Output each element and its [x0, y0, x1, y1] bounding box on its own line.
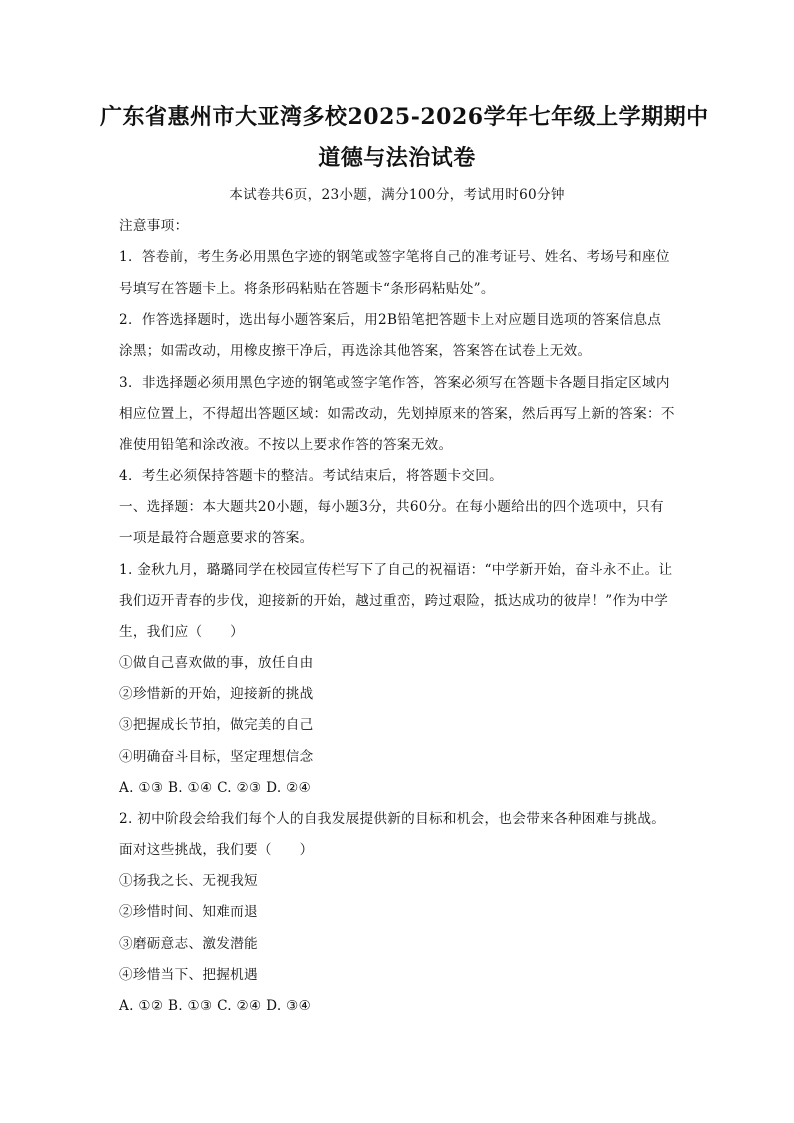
- note-3-line-2: 相应位置上，不得超出答题区域：如需改动，先划掉原来的答案，然后再写上新的答案：不: [119, 406, 675, 422]
- question-2-choices: A. ①② B. ①③ C. ②④ D. ③④: [119, 998, 312, 1014]
- note-2-line-1: 2．作答选择题时，选出每小题答案后，用2B铅笔把答题卡上对应题目选项的答案信息点: [119, 312, 662, 328]
- question-1-choices: A. ①③ B. ①④ C. ②③ D. ②④: [119, 780, 312, 796]
- note-4: 4．考生必须保持答题卡的整洁。考试结束后，将答题卡交回。: [119, 468, 504, 484]
- question-1-option-4: ④明确奋斗目标，坚定理想信念: [119, 749, 314, 765]
- question-2-stem-line-2: 面对这些挑战，我们要（ ）: [119, 842, 314, 858]
- question-2-stem-line-1: 2. 初中阶段会给我们每个人的自我发展提供新的目标和机会，也会带来各种困难与挑战。: [119, 811, 666, 827]
- question-1-option-2: ②珍惜新的开始，迎接新的挑战: [119, 686, 314, 702]
- question-1-stem-line-3: 生，我们应（ ）: [119, 624, 245, 640]
- question-1-stem-line-1: 1. 金秋九月，璐璐同学在校园宣传栏写下了自己的祝福语：“中学新开始，奋斗永不止。让: [119, 562, 673, 578]
- note-3-line-1: 3．非选择题必须用黑色字迹的钢笔或签字笔作答，答案必须写在答题卡各题目指定区域内: [119, 375, 670, 391]
- exam-title-line-1: 广东省惠州市大亚湾多校2025-2026学年七年级上学期期中: [100, 104, 709, 130]
- note-1-line-1: 1．答卷前，考生务必用黑色字迹的钢笔或签字笔将自己的准考证号、姓名、考场号和座位: [119, 249, 670, 265]
- question-2-option-2: ②珍惜时间、知难而退: [119, 904, 258, 920]
- note-3-line-3: 准使用铅笔和涂改液。不按以上要求作答的答案无效。: [119, 437, 453, 453]
- question-1-option-3: ③把握成长节拍，做完美的自己: [119, 717, 314, 733]
- question-1-stem-line-2: 我们迈开青春的步伐，迎接新的开始，越过重峦，跨过艰险，抵达成功的彼岸！”作为中学: [119, 593, 669, 609]
- exam-subtitle: 本试卷共6页，23小题，满分100分，考试用时60分钟: [229, 187, 565, 203]
- note-1-line-2: 号填写在答题卡上。将条形码粘贴在答题卡“条形码粘贴处”。: [119, 281, 495, 297]
- question-2-option-3: ③磨砺意志、激发潜能: [119, 936, 258, 952]
- question-2-option-1: ①扬我之长、无视我短: [119, 873, 258, 889]
- note-2-line-2: 涂黑；如需改动，用橡皮擦干净后，再选涂其他答案，答案答在试卷上无效。: [119, 343, 592, 359]
- question-2-option-4: ④珍惜当下、把握机遇: [119, 967, 258, 983]
- question-1-option-1: ①做自己喜欢做的事，放任自由: [119, 655, 314, 671]
- notes-heading: 注意事项：: [119, 218, 189, 234]
- section-1-heading-line-1: 一、选择题：本大题共20小题，每小题3分，共60分。在每小题给出的四个选项中，只有: [119, 499, 664, 515]
- exam-title-line-2: 道德与法治试卷: [318, 145, 476, 171]
- section-1-heading-line-2: 一项是最符合题意要求的答案。: [119, 530, 314, 546]
